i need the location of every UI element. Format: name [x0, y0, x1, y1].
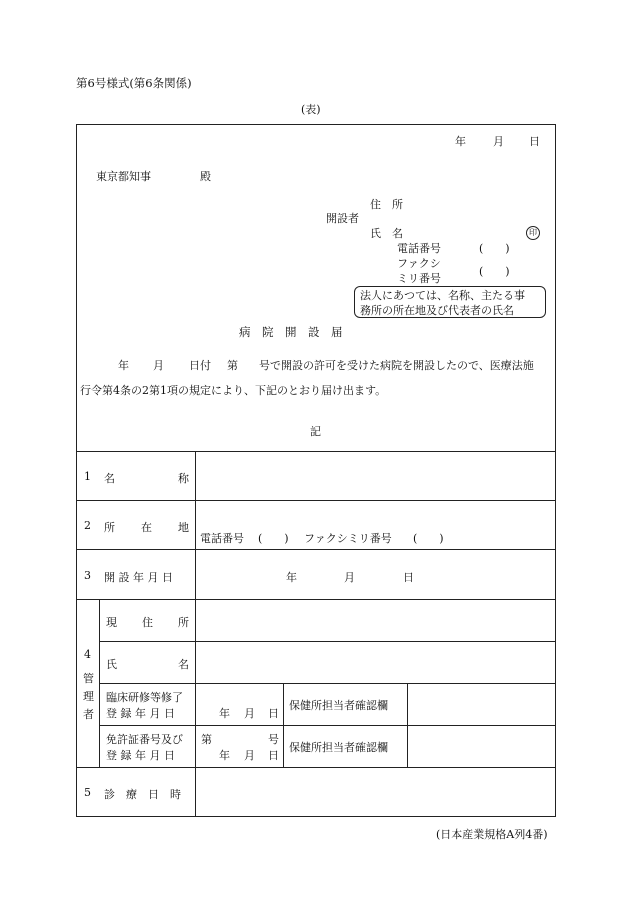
row3-year: 年 [286, 571, 297, 584]
row3-number: 3 [84, 569, 91, 582]
body-line2: 行令第4条の2第1項の規定により、下記のとおり届け出ます。 [80, 384, 387, 397]
body-line1: 号で開設の許可を受けた病院を開設したので、医療法施 [259, 359, 534, 372]
row1-label-b: 称 [178, 472, 189, 485]
row4-number: 4 [84, 648, 91, 661]
label-column-divider [195, 451, 196, 817]
date-month: 月 [493, 135, 504, 148]
row2-fax-label: ファクシミリ番号 [304, 532, 392, 545]
group-column-divider [99, 599, 100, 767]
row4-group-char-3: 者 [83, 708, 94, 721]
row4-address-char-1: 現 [106, 616, 117, 629]
row4-license-day: 日 [268, 749, 279, 762]
body-year: 年 [118, 359, 129, 372]
seal-icon: 印 [526, 226, 540, 240]
applicant-phone-parens: ( ) [479, 242, 510, 255]
row3-month: 月 [344, 571, 355, 584]
ki-mark: 記 [310, 425, 321, 438]
date-year: 年 [455, 135, 466, 148]
row4-license-check-label: 保健所担当者確認欄 [289, 741, 388, 754]
body-no-prefix: 第 [227, 359, 238, 372]
row-divider-1 [76, 451, 556, 452]
row4-license-label-2: 登 録 年 月 日 [106, 749, 175, 762]
row4-training-year: 年 [219, 707, 230, 720]
applicant-address-label: 住 所 [370, 198, 403, 211]
body-day-date: 日付 [189, 359, 211, 372]
row2-phone-parens: ( ) [258, 532, 289, 545]
applicant-label: 開設者 [326, 212, 359, 225]
row4-training-label-1: 臨床研修等修了 [106, 691, 183, 704]
row2-number: 2 [84, 519, 91, 532]
row2-label-b: 在 [141, 521, 152, 534]
row4-training-label-2: 登 録 年 月 日 [106, 707, 175, 720]
row5-label: 診 療 日 時 [104, 788, 181, 801]
row-divider-4a [99, 641, 556, 642]
row2-phone-label: 電話番号 [200, 532, 244, 545]
date-day: 日 [529, 135, 540, 148]
row-divider-5 [76, 767, 556, 768]
row4-name-char-2: 名 [178, 658, 189, 671]
addressee-name: 東京都知事 [96, 170, 151, 183]
footer-paper-size: (日本産業規格A列4番) [436, 828, 548, 841]
row-divider-4c [99, 725, 556, 726]
check-column-divider [407, 683, 408, 767]
row2-label-c: 地 [178, 521, 189, 534]
document-title: 病 院 開 設 届 [239, 325, 343, 339]
body-month: 月 [153, 359, 164, 372]
row4-license-month: 月 [244, 749, 255, 762]
corporate-note-line2: 務所の所在地及び代表者の氏名 [360, 304, 514, 317]
row-divider-4 [76, 599, 556, 600]
row2-label-a: 所 [104, 521, 115, 534]
applicant-fax-label-2: ミリ番号 [397, 272, 441, 285]
row5-number: 5 [84, 786, 91, 799]
corporate-note-line1: 法人にあつては、名称、主たる事 [360, 289, 525, 302]
row4-training-check-label: 保健所担当者確認欄 [289, 699, 388, 712]
row-divider-3 [76, 549, 556, 550]
row2-fax-parens: ( ) [413, 532, 444, 545]
applicant-name-label: 氏 名 [370, 227, 403, 240]
addressee-honorific: 殿 [200, 170, 211, 183]
applicant-fax-parens: ( ) [479, 265, 510, 278]
side-label: (表) [301, 103, 321, 116]
row4-name-char-1: 氏 [106, 658, 117, 671]
row4-training-day: 日 [268, 707, 279, 720]
row4-license-no-prefix: 第 [201, 733, 212, 746]
row4-training-month: 月 [244, 707, 255, 720]
row1-number: 1 [84, 470, 91, 483]
row4-group-char-1: 管 [83, 672, 94, 685]
facility-name-field[interactable] [200, 466, 552, 492]
row-divider-4b [99, 683, 556, 684]
applicant-fax-label-1: ファクシ [397, 257, 441, 270]
row1-label-a: 名 [104, 472, 115, 485]
row-divider-2 [76, 500, 556, 501]
form-number: 第6号様式(第6条関係) [76, 76, 192, 90]
row3-day: 日 [403, 571, 414, 584]
applicant-phone-label: 電話番号 [397, 242, 441, 255]
row4-address-char-3: 所 [178, 616, 189, 629]
date-column-divider [283, 683, 284, 767]
row4-address-char-2: 住 [142, 616, 153, 629]
row3-label: 開 設 年 月 日 [104, 571, 173, 584]
row4-group-char-2: 理 [83, 690, 94, 703]
row4-license-label-1: 免許証番号及び [106, 733, 183, 746]
row4-license-year: 年 [219, 749, 230, 762]
row4-license-no-suffix: 号 [268, 733, 279, 746]
